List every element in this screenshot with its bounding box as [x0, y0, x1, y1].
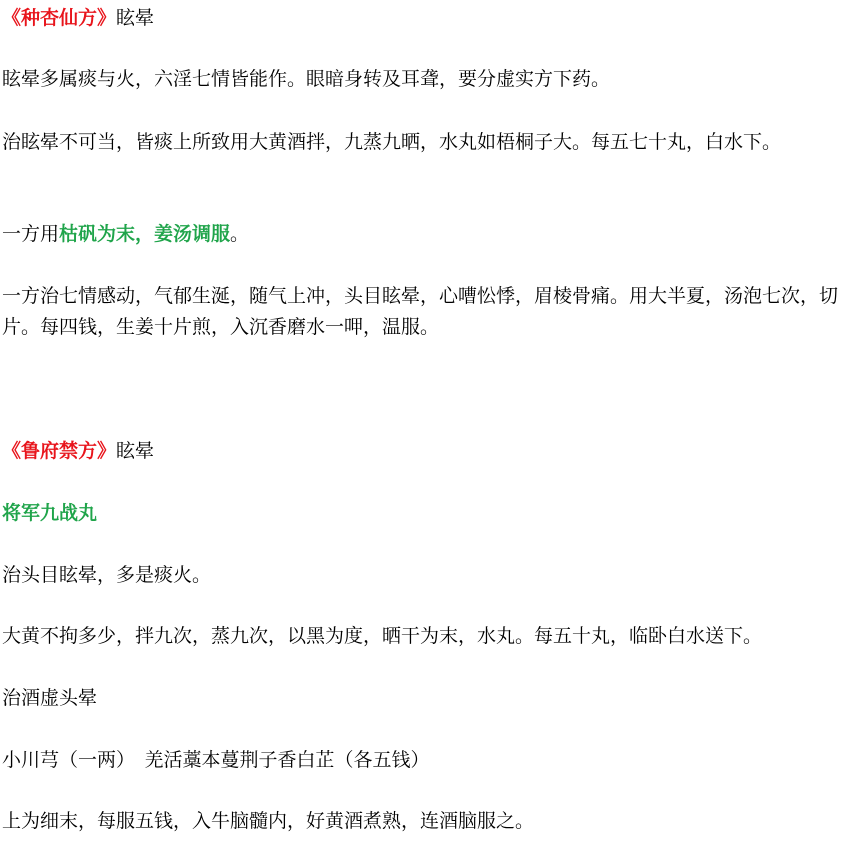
section2-paragraph-4: 小川芎（一两） 羌活藁本蔓荆子香白芷（各五钱）: [2, 749, 430, 771]
section1-paragraph-4: 一方治七情感动，气郁生涎，随气上冲，头目眩晕，心嘈忪悸，眉棱骨痛。用大半夏，汤泡七次，切片。每四钱，生姜十片煎，入沉香磨水一呷，温服。: [2, 285, 839, 338]
section2-book-title: 《鲁府禁方》: [2, 440, 117, 462]
section1-paragraph-3: [2, 219, 864, 250]
section2-recipe-name: 将军九战丸: [2, 502, 98, 524]
section1-p3-highlight: 枯矾为末，姜汤调服: [59, 223, 231, 245]
section2-paragraph-3: 治酒虚头晕: [2, 687, 98, 709]
section2-topic: 眩晕: [116, 440, 155, 462]
section1-book-title: 《种杏仙方》: [2, 7, 117, 29]
section2-paragraph-2: 大黄不拘多少，拌九次，蒸九次，以黑为度，晒干为末，水丸。每五十丸，临卧白水送下。: [2, 625, 763, 647]
section1-heading: [2, 3, 864, 34]
section2-paragraph-5: 上为细末，每服五钱，入牛脑髓内，好黄酒煮熟，连酒脑服之。: [2, 810, 535, 832]
section1-p3-suffix: 。: [230, 223, 250, 245]
section1-p3-prefix: 一方用: [2, 223, 60, 245]
section1-paragraph-2: 治眩晕不可当，皆痰上所致用大黄酒拌，九蒸九晒，水丸如梧桐子大。每五七十丸，白水下。: [2, 131, 782, 153]
section2-heading: [2, 436, 864, 467]
section1-paragraph-1: 眩晕多属痰与火，六淫七情皆能作。眼暗身转及耳聋，要分虚实方下药。: [2, 68, 611, 90]
section1-topic: 眩晕: [116, 7, 155, 29]
section2-paragraph-1: 治头目眩晕，多是痰火。: [2, 564, 212, 586]
